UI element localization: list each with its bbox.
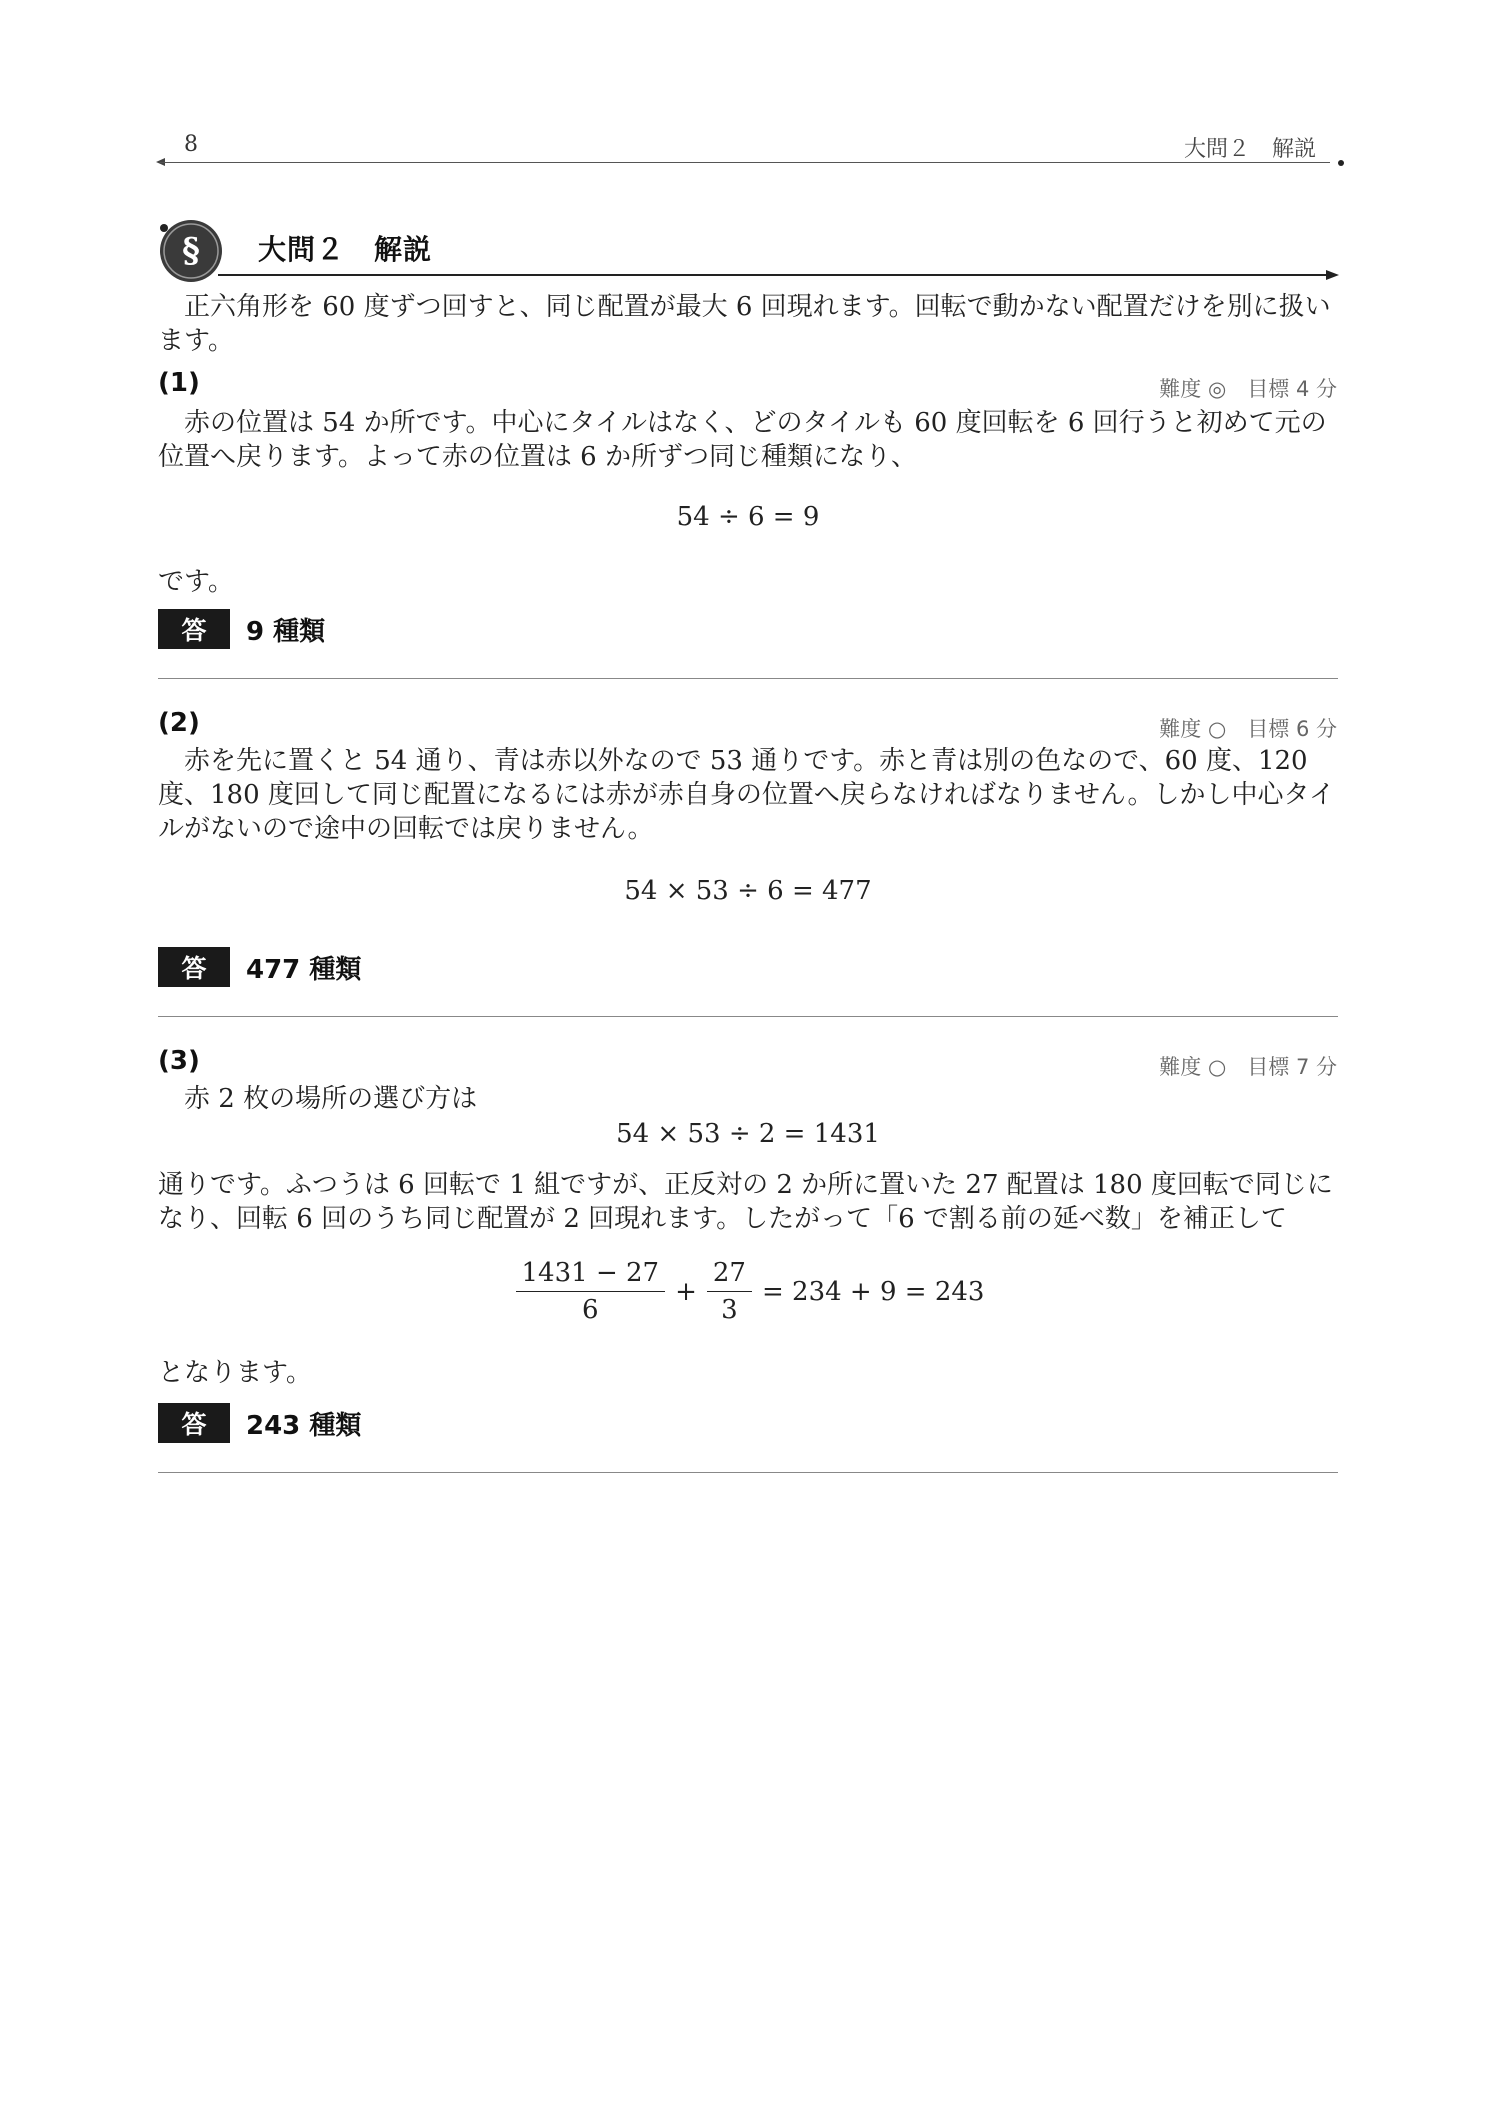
q3-label: (3) <box>158 1046 200 1076</box>
q2-meta: 難度 ○ 目標 6 分 <box>1159 717 1337 741</box>
answer-badge: 答 <box>158 1403 230 1443</box>
fraction <box>707 1258 752 1325</box>
q2-label: (2) <box>158 708 200 738</box>
q3-middle: 通りです。ふつうは 6 回転で 1 組ですが、正反対の 2 か所に置いた 27 配置は 180 度回転で同じになり、回転 6 回のうち同じ配置が 2 回現れます。したがって「6 で割る前の延べ数」を補正して <box>158 1170 1333 1234</box>
divider <box>158 678 1338 679</box>
q3-after: となります。 <box>158 1358 312 1388</box>
divider <box>158 1472 1338 1473</box>
page-number: 8 <box>184 132 198 157</box>
section-arrow-icon <box>1326 270 1339 280</box>
answer-badge: 答 <box>158 947 230 987</box>
numerator: 27 <box>707 1258 752 1292</box>
numerator: 1431 − 27 <box>516 1258 666 1292</box>
q2-body: 赤を先に置くと 54 通り、青は赤以外なので 53 通りです。赤と青は別の色なので、60 度、120 度、180 度回して同じ配置になるには赤が赤自身の位置へ戻らなければなりません。しかし中心タイルがないので途中の回転では戻りません。 <box>158 746 1335 844</box>
q3-fraction-equation <box>158 1258 1338 1325</box>
plus-sign: + <box>675 1276 697 1307</box>
answer-badge: 答 <box>158 609 230 649</box>
section-badge-icon <box>158 218 224 284</box>
intro-paragraph: 正六角形を 60 度ずつ回すと、同じ配置が最大 6 回現れます。回転で動かない配置だけを別に扱います。 <box>158 292 1331 356</box>
q1-body: 赤の位置は 54 か所です。中心にタイルはなく、どのタイルも 60 度回転を 6 回行うと初めて元の位置へ戻ります。よって赤の位置は 6 か所ずつ同じ種類になり、 <box>158 408 1327 472</box>
section-title: 大問２ 解説 <box>258 233 433 266</box>
section-badge-letter: § <box>182 231 200 271</box>
equation-tail: = 234 + 9 = 243 <box>761 1276 985 1307</box>
q2-answer-row <box>158 947 361 987</box>
header-rule <box>160 162 1330 163</box>
q3-answer: 243 種類 <box>246 1410 362 1441</box>
divider <box>158 1016 1338 1017</box>
denominator: 3 <box>721 1295 738 1325</box>
q3-meta: 難度 ○ 目標 7 分 <box>1159 1055 1337 1079</box>
q1-equation: 54 ÷ 6 = 9 <box>676 502 820 532</box>
header-dot-icon <box>1338 160 1344 166</box>
q3-answer-row <box>158 1403 361 1443</box>
fraction <box>516 1258 666 1325</box>
denominator: 6 <box>582 1295 599 1325</box>
q1-meta: 難度 ◎ 目標 4 分 <box>1159 377 1337 401</box>
running-title: 大問２ 解説 <box>1183 137 1316 162</box>
q3-body: 赤 2 枚の場所の選び方は <box>184 1084 478 1114</box>
section-rule <box>218 274 1330 276</box>
q2-equation: 54 × 53 ÷ 6 = 477 <box>624 876 872 906</box>
q2-answer: 477 種類 <box>246 954 362 985</box>
q1-answer-row <box>158 609 325 649</box>
q3-equation: 54 × 53 ÷ 2 = 1431 <box>616 1119 880 1149</box>
q1-after: です。 <box>158 567 234 597</box>
q1-label: (1) <box>158 368 200 398</box>
q1-answer: 9 種類 <box>246 616 326 647</box>
